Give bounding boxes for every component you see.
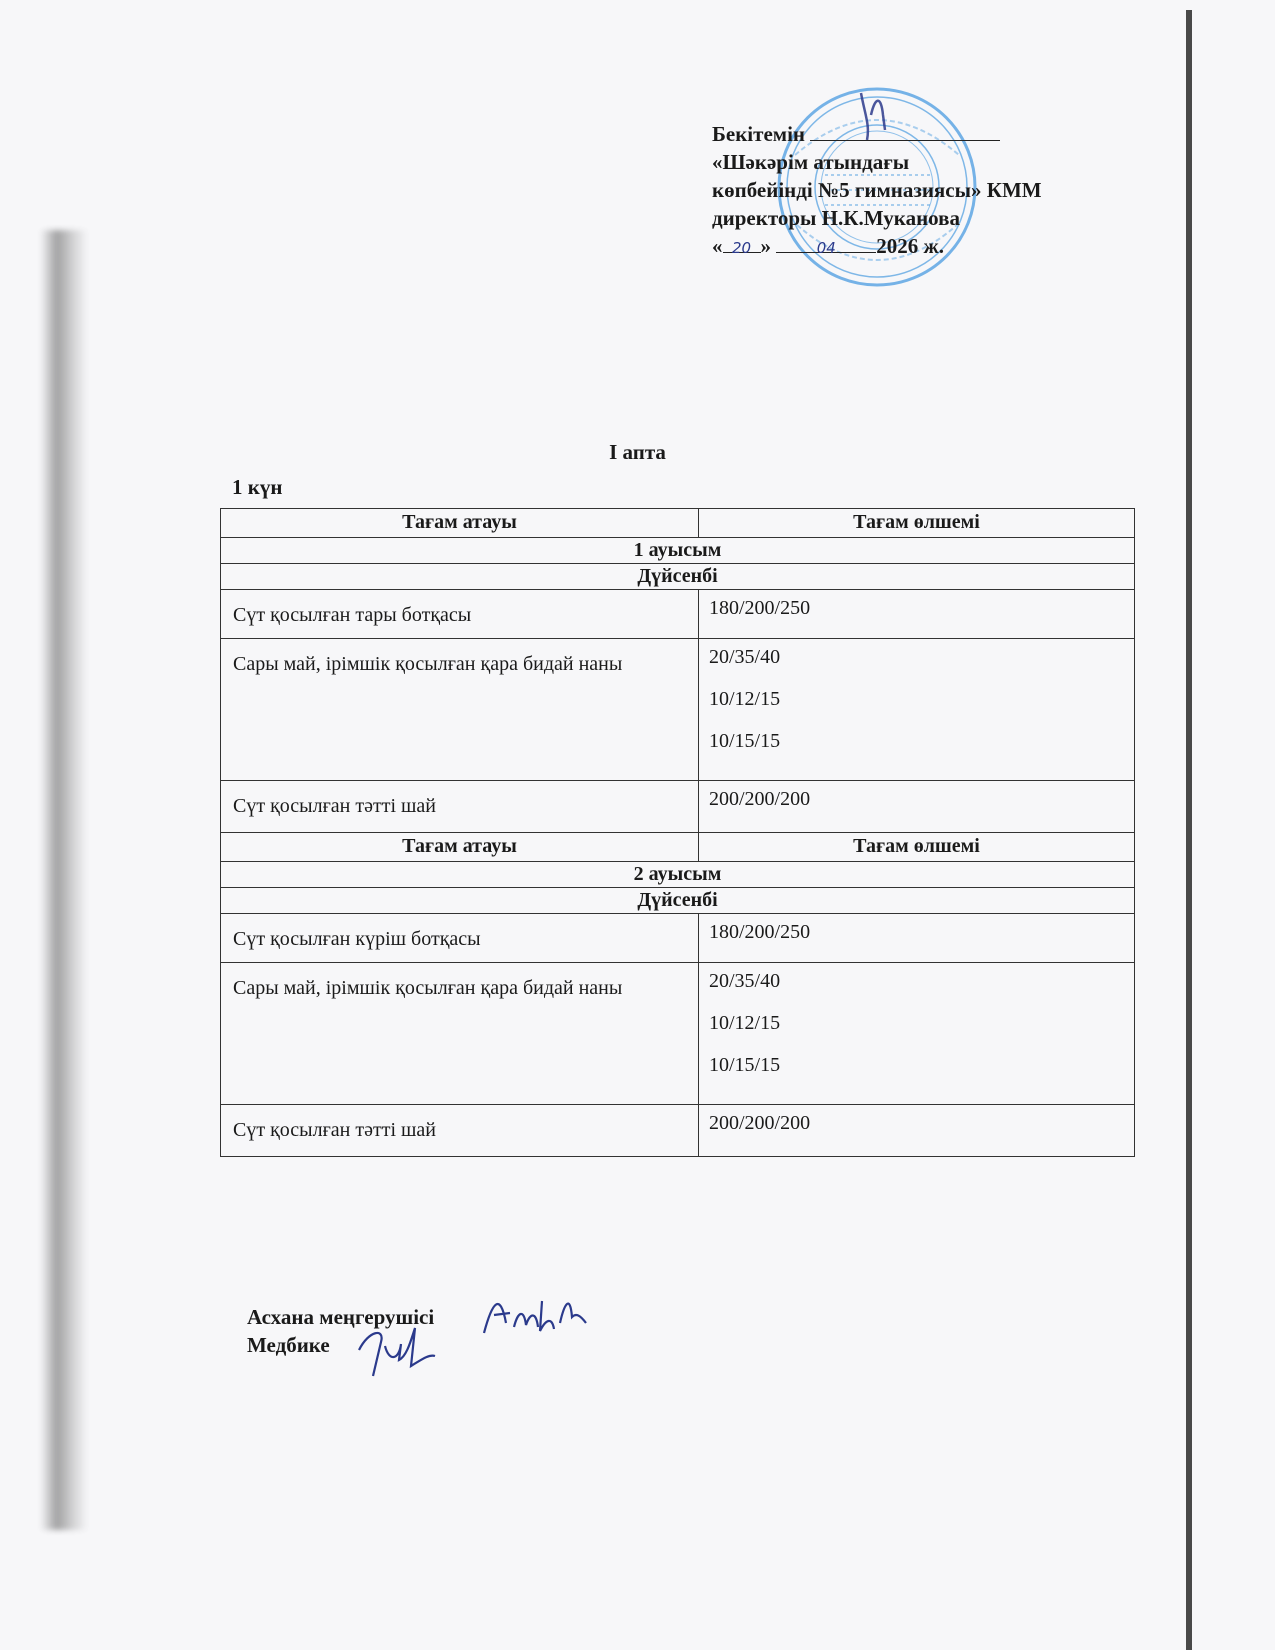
nurse-label: Медбике <box>247 1333 330 1357</box>
table-header-row <box>221 509 1135 538</box>
approval-director: директоры Н.К.Муканова <box>712 206 960 230</box>
weekday-label: Дүйсенбі <box>221 888 1135 914</box>
nurse-signature <box>355 1320 440 1380</box>
date-year: 2026 ж. <box>876 234 944 258</box>
dish-size: 200/200/200 <box>699 1105 1135 1157</box>
date-month: 04 <box>776 234 876 253</box>
weekday-label: Дүйсенбі <box>221 564 1135 590</box>
dish-size: 180/200/250 <box>699 914 1135 963</box>
dish-size: 20/35/40 10/12/15 10/15/15 <box>699 963 1135 1105</box>
dish-size: 200/200/200 <box>699 781 1135 833</box>
scan-shadow-left <box>40 230 88 1530</box>
approval-block <box>712 120 1092 260</box>
dish-size: 180/200/250 <box>699 590 1135 639</box>
header-dish-name: Тағам атауы <box>221 833 699 862</box>
header-dish-size: Тағам өлшемі <box>699 833 1135 862</box>
table-row <box>221 639 1135 781</box>
table-row <box>221 1105 1135 1157</box>
week-title: I апта <box>609 440 666 464</box>
weekday-row <box>221 564 1135 590</box>
weekday-row <box>221 888 1135 914</box>
dish-name: Сүт қосылған тәтті шай <box>221 1105 699 1157</box>
shift-row <box>221 538 1135 564</box>
approval-org-line-1: «Шәкәрім атындағы <box>712 150 910 174</box>
approval-title: Бекітемін <box>712 122 806 146</box>
table-row <box>221 914 1135 963</box>
approval-date: « 20 » 04 2026 ж. <box>712 234 944 258</box>
canteen-head-label: Асхана меңгерушісі <box>247 1305 435 1329</box>
shift-label: 2 ауысым <box>221 862 1135 888</box>
header-dish-size: Тағам өлшемі <box>699 509 1135 538</box>
shift-row <box>221 862 1135 888</box>
signature-line <box>810 122 1000 141</box>
dish-name: Сүт қосылған тәтті шай <box>221 781 699 833</box>
canteen-head-signature <box>480 1283 590 1343</box>
header-dish-name: Тағам атауы <box>221 509 699 538</box>
day-title: 1 күн <box>232 475 283 499</box>
menu-table <box>220 508 1135 1157</box>
dish-name: Сары май, ірімшік қосылған қара бидай наны <box>221 639 699 781</box>
table-row <box>221 590 1135 639</box>
table-row <box>221 963 1135 1105</box>
dish-name: Сары май, ірімшік қосылған қара бидай наны <box>221 963 699 1105</box>
date-day: 20 <box>723 234 761 253</box>
table-header-row <box>221 833 1135 862</box>
approval-org-line-2: көпбейінді №5 гимназиясы» КММ <box>712 178 1042 202</box>
dish-name: Сүт қосылған күріш ботқасы <box>221 914 699 963</box>
dish-size: 20/35/40 10/12/15 10/15/15 <box>699 639 1135 781</box>
dish-name: Сүт қосылған тары ботқасы <box>221 590 699 639</box>
table-row <box>221 781 1135 833</box>
shift-label: 1 ауысым <box>221 538 1135 564</box>
scan-edge-right <box>1186 10 1192 1650</box>
